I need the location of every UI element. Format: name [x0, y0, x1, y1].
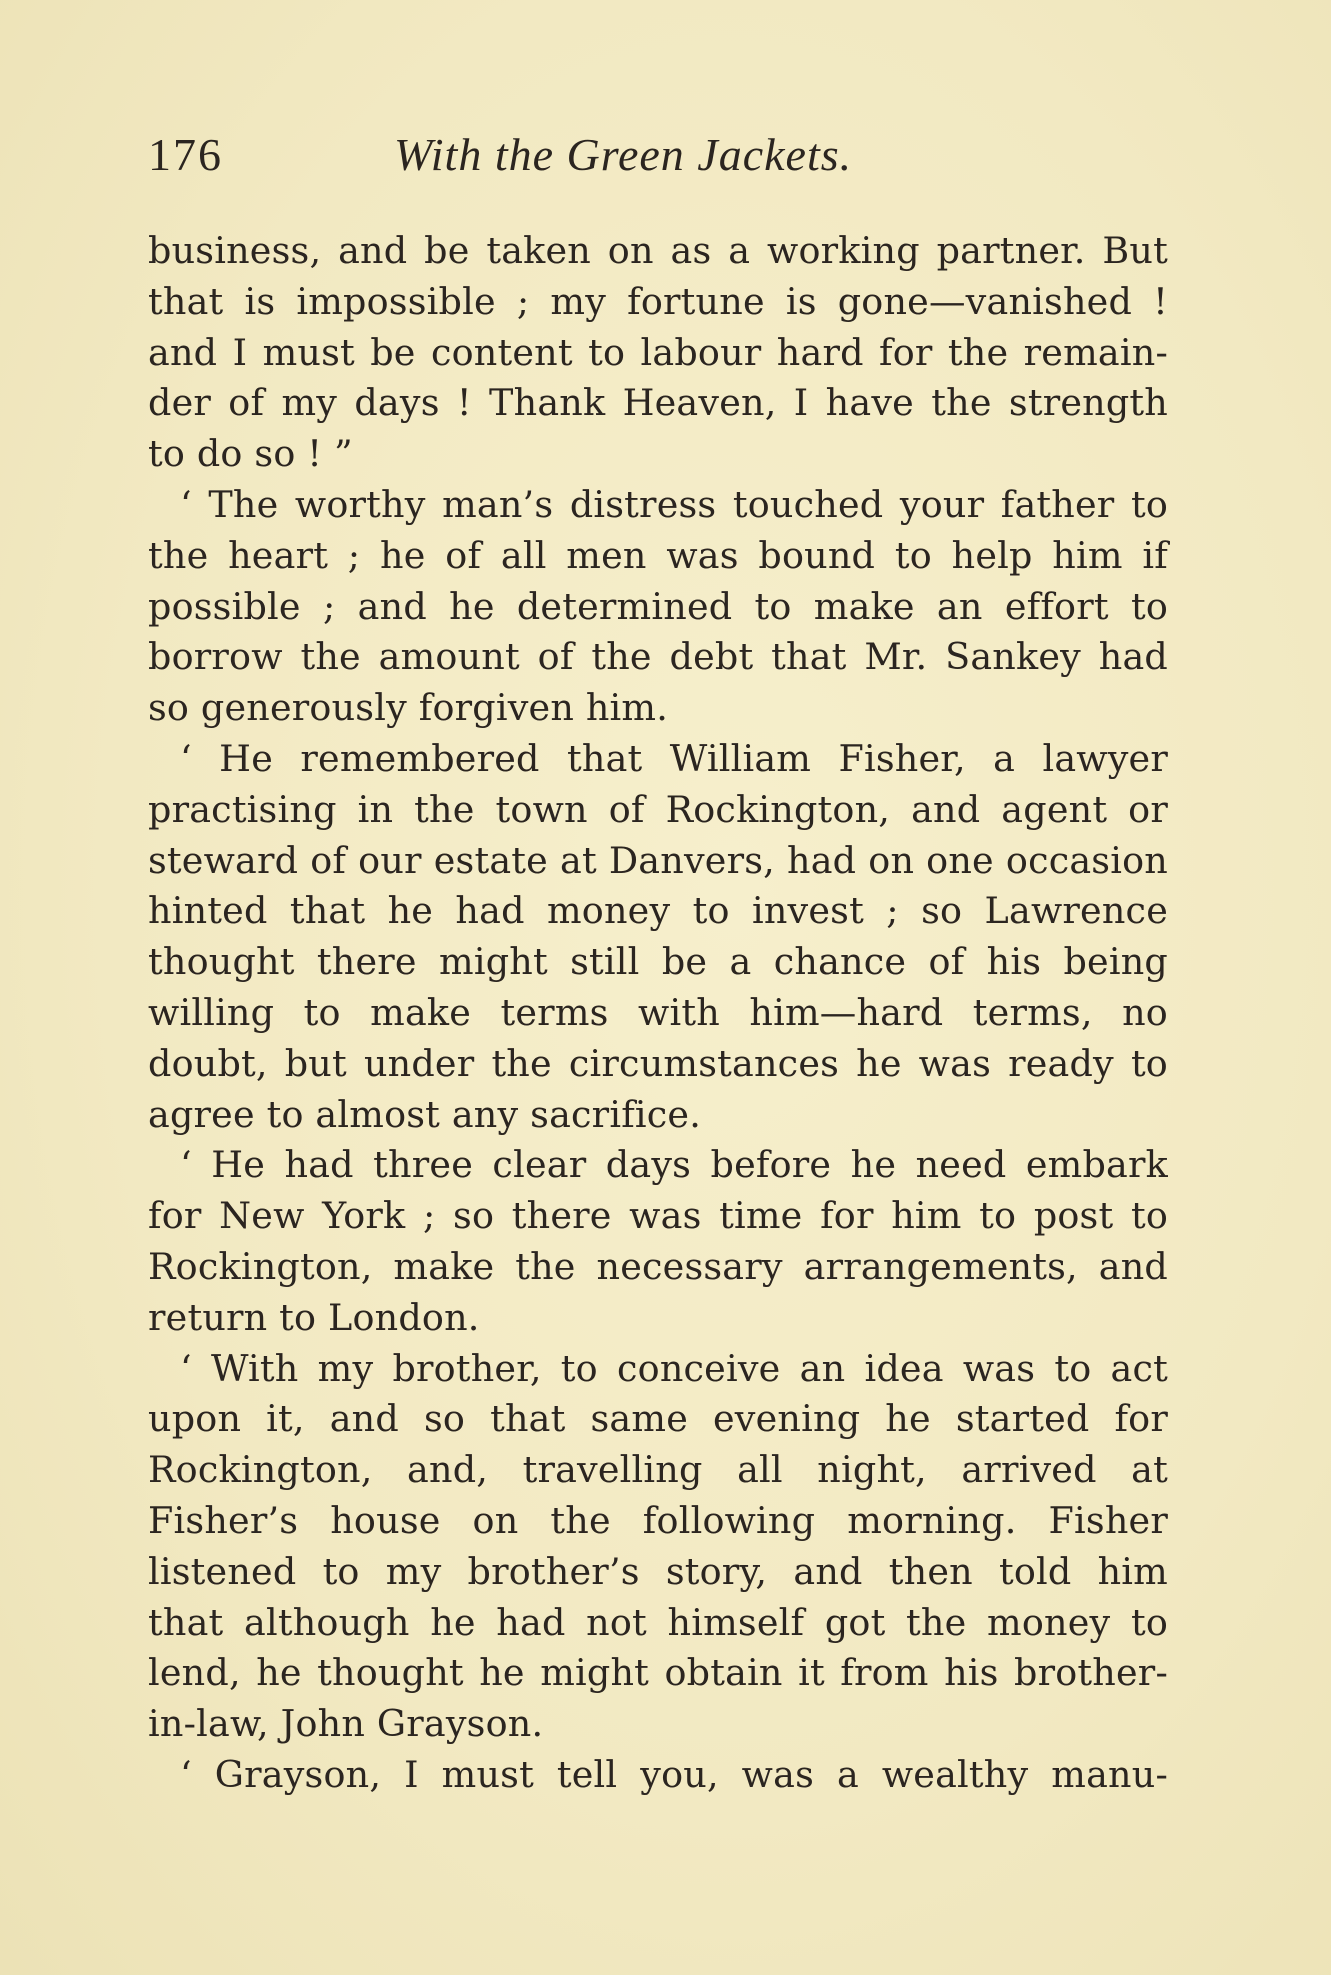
text-line: ‘ He had three clear days before he need embark [180, 1143, 1168, 1187]
text-line: borrow the amount of the debt that Mr. Sankey had [148, 635, 1168, 679]
text-line: in-law, John Grayson. [148, 1702, 544, 1746]
page-number: 176 [148, 129, 223, 180]
text-line: Fisher’s house on the following morning. Fisher [148, 1498, 1168, 1542]
text-line: to do so ! ” [148, 432, 353, 476]
text-line: thought there might still be a chance of his being [148, 940, 1168, 984]
text-line: listened to my brother’s story, and then told him [148, 1549, 1168, 1593]
text-line: doubt, but under the circumstances he was ready to [148, 1041, 1168, 1085]
text-line: the heart ; he of all men was bound to help him if [148, 533, 1168, 577]
body-text [148, 226, 1168, 1801]
text-line: steward of our estate at Danvers, had on one occasion [148, 838, 1168, 882]
text-line: so generously forgiven him. [148, 686, 669, 730]
text-line: ‘ With my brother, to conceive an idea was to act [180, 1346, 1168, 1390]
text-line: return to London. [148, 1295, 480, 1339]
text-line: lend, he thought he might obtain it from his brother- [148, 1651, 1168, 1695]
text-line: possible ; and he determined to make an effort to [148, 584, 1168, 628]
text-line: agree to almost any sacrifice. [148, 1092, 702, 1136]
text-line: ‘ The worthy man’s distress touched your father to [180, 482, 1168, 526]
text-line: and I must be content to labour hard for the remain- [148, 330, 1168, 374]
text-line: that although he had not himself got the money to [148, 1600, 1168, 1644]
text-line: business, and be taken on as a working partner. But [148, 229, 1168, 272]
text-line: for New York ; so there was time for him to post to [148, 1194, 1168, 1238]
text-line: upon it, and so that same evening he started for [148, 1397, 1168, 1441]
text-line: ‘ He remembered that William Fisher, a lawyer [180, 736, 1168, 780]
running-title: With the Green Jackets. [394, 129, 853, 180]
running-header [148, 128, 1178, 188]
text-line: Rockington, and, travelling all night, arrived at [148, 1448, 1168, 1492]
text-line: Rockington, make the necessary arrangements, and [148, 1244, 1168, 1288]
text-line: hinted that he had money to invest ; so Lawrence [148, 889, 1168, 933]
text-line: practising in the town of Rockington, and agent or [148, 787, 1168, 831]
text-line: that is impossible ; my fortune is gone—vanished ! [148, 279, 1168, 323]
text-line: willing to make terms with him—hard terms, no [148, 990, 1168, 1034]
text-line: der of my days ! Thank Heaven, I have the strength [148, 381, 1168, 425]
text-line: ‘ Grayson, I must tell you, was a wealthy manu- [180, 1752, 1168, 1796]
